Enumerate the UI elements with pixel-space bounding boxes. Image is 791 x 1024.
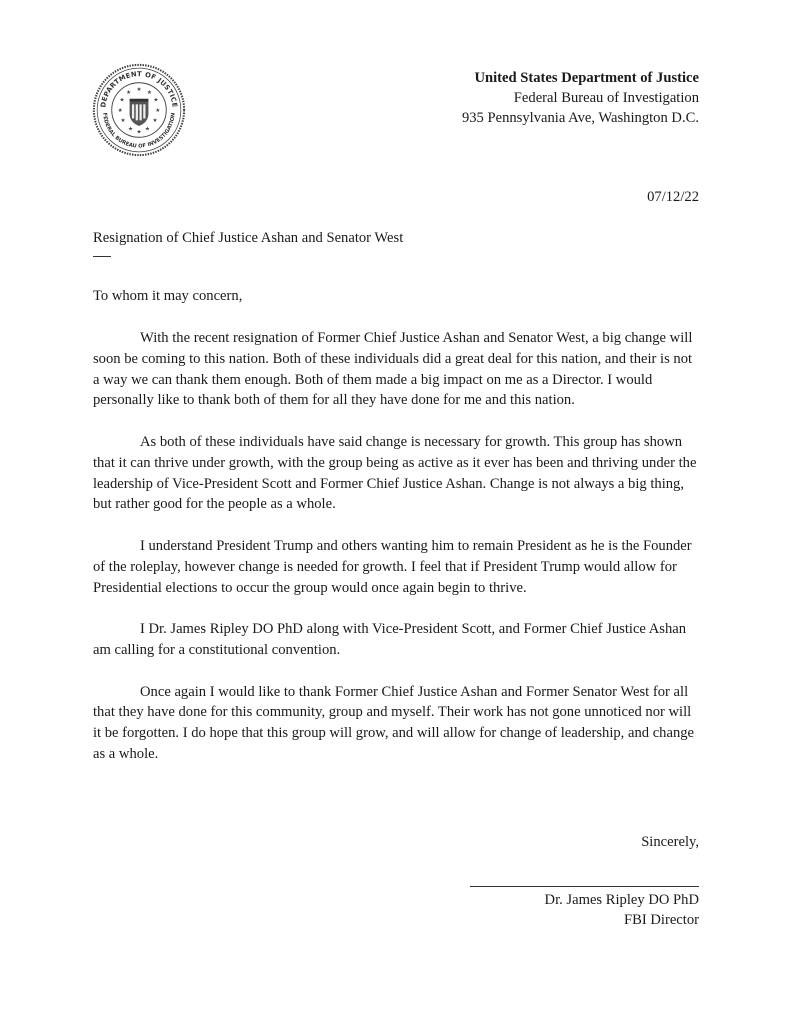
svg-text:★: ★	[126, 90, 132, 97]
signature-block	[545, 890, 699, 930]
svg-text:★: ★	[152, 118, 158, 125]
letterhead-bureau: Federal Bureau of Investigation	[513, 90, 699, 106]
svg-text:★: ★	[146, 90, 152, 97]
salutation: To whom it may concern,	[93, 288, 243, 304]
body-paragraph: With the recent resignation of Former Chief Justice Ashan and Senator West, a big change will soon be coming to this nation. Both of these individuals did a great deal for this nation, and their is not a way we can thank them enough. Both of them made a big impact on me as a Director. I would personally like to thank both of them for all they have done for me and this nation.	[93, 330, 693, 409]
letter-body	[93, 328, 699, 786]
svg-text:★: ★	[120, 118, 126, 125]
fbi-seal	[92, 63, 186, 157]
svg-text:★: ★	[153, 97, 159, 104]
seal-shield	[130, 99, 149, 126]
svg-text:★: ★	[136, 129, 142, 136]
seal-ring-text-bottom: FEDERAL BUREAU OF INVESTIGATION	[101, 112, 177, 150]
svg-text:★: ★	[117, 107, 123, 114]
letterhead-org: United States Department of Justice	[474, 70, 699, 86]
svg-text:★: ★	[155, 107, 161, 114]
body-paragraph: I Dr. James Ripley DO PhD along with Vice-President Scott, and Former Chief Justice Ashan am calling for a constitutional convention.	[93, 621, 687, 658]
subject-dash	[93, 256, 111, 257]
svg-text:★: ★	[128, 126, 134, 133]
signature-line	[470, 886, 699, 887]
subject-line: Resignation of Chief Justice Ashan and Senator West	[93, 230, 404, 246]
seal-ring-text-top: DEPARTMENT OF JUSTICE	[99, 70, 179, 109]
signatory-title: FBI Director	[624, 912, 699, 928]
letterhead-address: 935 Pennsylvania Ave, Washington D.C.	[461, 110, 699, 126]
letterhead	[462, 68, 699, 128]
svg-text:★: ★	[136, 87, 142, 94]
body-paragraph: As both of these individuals have said change is necessary for growth. This group has shown that it can thrive under growth, with the group being as active as it ever has been and thriving under the leadership of Vice-President Scott and Former Chief Justice Ashan. Change is not always a big thing, but rather good for the people as a whole.	[93, 433, 697, 513]
body-paragraph: Once again I would like to thank Former Chief Justice Ashan and Former Senator West for all that they have done for this community, group and myself. Their work has not gone unnoticed nor will it be forgotten. I do hope that this group will grow, and will allow for change of leadership, and change as a whole.	[93, 683, 695, 762]
letter-date: 07/12/22	[647, 189, 699, 205]
signatory-name: Dr. James Ripley DO PhD	[544, 892, 699, 908]
closing: Sincerely,	[641, 834, 699, 850]
svg-text:★: ★	[144, 126, 150, 133]
svg-text:★: ★	[119, 97, 125, 104]
body-paragraph: I understand President Trump and others wanting him to remain President as he is the Founder of the roleplay, however change is needed for growth. I feel that if President Trump would allow for Presidential elections to occur the group would once again begin to thrive.	[93, 537, 692, 596]
